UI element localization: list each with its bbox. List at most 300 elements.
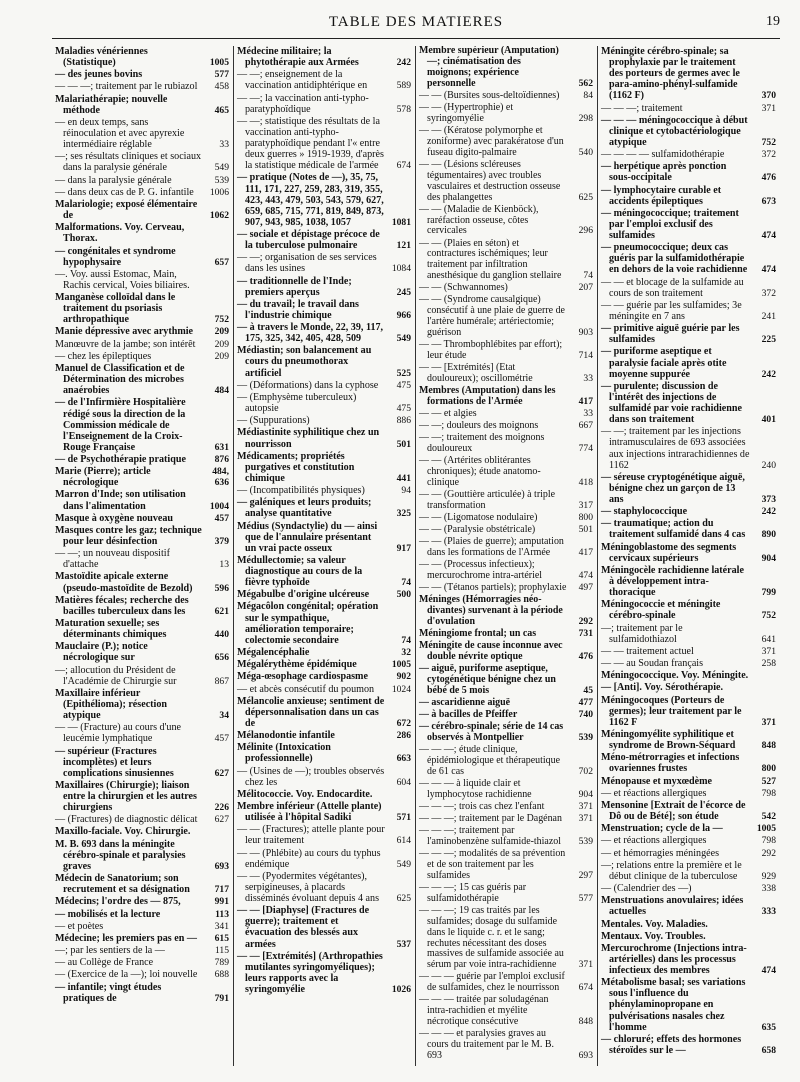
- entry-text: — au Collège de France: [55, 957, 154, 969]
- index-entry: [601, 381, 776, 425]
- index-entry: [55, 269, 229, 291]
- index-entry: [55, 69, 229, 80]
- entry-text: Mélancolie anxieuse; sentiment de dépersonnalisation dans un cas de: [237, 695, 385, 729]
- entry-page-ref: 341: [214, 920, 229, 932]
- entry-text: Membre inférieur (Attelle plante) utilisée à l'hôpital Sadiki: [237, 801, 382, 824]
- entry-page-ref: 674: [578, 982, 593, 994]
- entry-text: Médecine militaire; la phytothérapie aux Armées: [237, 46, 359, 69]
- entry-page-ref: 500: [396, 589, 411, 601]
- entry-page-ref: 657: [214, 256, 229, 268]
- index-entry: [237, 46, 411, 68]
- entry-page-ref: 549: [396, 333, 411, 345]
- entry-text: — — (Schwannomes): [419, 282, 508, 294]
- index-entry: [601, 752, 776, 774]
- entry-page-ref: 789: [214, 957, 229, 969]
- entry-page-ref: 501: [396, 438, 411, 450]
- entry-page-ref: 286: [396, 730, 411, 742]
- entry-page-ref: 372: [761, 149, 776, 161]
- entry-text: — congénitales et syndrome hypophysaire: [55, 245, 176, 268]
- entry-page-ref: 614: [396, 835, 411, 847]
- index-entry: [601, 46, 776, 101]
- index-entry: [55, 246, 229, 268]
- entry-text: Méno-métrorragies et infections ovariennes frustes: [601, 752, 740, 775]
- index-entry: [601, 323, 776, 345]
- index-entry: [601, 776, 776, 787]
- index-entry: [237, 299, 411, 321]
- entry-text: —; ses résultats cliniques et sociaux dans la paralysie générale: [55, 151, 202, 174]
- entry-text: — — (Maladie de Kienböck), raréfaction osseuse, côtes cervicales: [419, 203, 539, 237]
- entry-text: M. B. 693 dans la méningite cérébro-spinale et paralysies graves: [55, 838, 186, 872]
- entry-page-ref: 74: [401, 577, 411, 589]
- index-entry: [237, 848, 411, 870]
- entry-text: Médicaments; propriétés purgatives et constitution chimique: [237, 450, 355, 484]
- entry-page-ref: 702: [578, 765, 593, 777]
- entry-text: Médius (Syndactylie) du — ainsi que de l'annulaire présentant un vrai pacte osseux: [237, 520, 378, 554]
- entry-page-ref: 571: [396, 812, 411, 824]
- entry-page-ref: 673: [761, 195, 776, 207]
- entry-text: — — (Plaies en séton) et contractures ischémiques; leur traitement par infiltration anesthésique du ganglion stellaire: [419, 237, 562, 282]
- entry-text: — — —; modalités de sa prévention et de son traitement par les sulfamides: [419, 847, 566, 881]
- index-entry: [419, 814, 593, 825]
- entry-page-ref: 674: [396, 160, 411, 172]
- entry-page-ref: 589: [396, 80, 411, 92]
- entry-text: — — (Lésions scléreuses tégumentaires) avec troubles vasculaires et destruction osseuse des phalangettes: [419, 158, 561, 203]
- index-entry: [55, 665, 229, 687]
- entry-page-ref: 578: [396, 103, 411, 115]
- entry-page-ref: 475: [396, 379, 411, 391]
- index-entry: [419, 779, 593, 801]
- index-entry: [601, 185, 776, 207]
- entry-page-ref: 688: [214, 969, 229, 981]
- entry-text: Masques contre les gaz; technique pour leur désinfection: [55, 524, 202, 547]
- entry-page-ref: 752: [214, 314, 229, 326]
- entry-text: — (Usines de —); troubles observés chez les: [237, 765, 385, 788]
- entry-page-ref: 577: [214, 69, 229, 81]
- index-entry: [55, 175, 229, 186]
- index-entry: [237, 824, 411, 846]
- entry-page-ref: 714: [578, 350, 593, 362]
- entry-text: — — — — sulfamidothérapie: [601, 149, 725, 161]
- entry-text: — dans la paralysie générale: [55, 174, 172, 186]
- entry-page-ref: 33: [583, 408, 593, 420]
- entry-text: — — (Bursites sous-deltoïdiennes): [419, 89, 560, 101]
- index-entry: [55, 397, 229, 452]
- index-entry: [419, 421, 593, 432]
- entry-page-ref: 501: [578, 524, 593, 536]
- index-entry: [237, 116, 411, 171]
- index-entry: [237, 172, 411, 227]
- entry-text: — —; traitement des moignons douloureux: [419, 432, 545, 455]
- index-entry: [237, 671, 411, 682]
- index-entry: [419, 490, 593, 512]
- index-entry: [419, 629, 593, 640]
- index-entry: [419, 205, 593, 238]
- entry-text: — — — traitée par soludagénan intra-rachidien et myélite nécrotique consécutive: [419, 994, 549, 1028]
- entry-text: Méningococcie et méningite cérébro-spinale: [601, 599, 721, 622]
- entry-text: — — (Processus infectieux); mercurochrome intra-artériel: [419, 559, 543, 581]
- index-entry: [601, 346, 776, 379]
- entry-page-ref: 242: [761, 368, 776, 380]
- entry-text: —; traitement par le sulfamidothiazol: [601, 622, 683, 645]
- entry-text: — du travail; le travail dans l'industrie chimique: [237, 298, 359, 321]
- index-entry: [601, 506, 776, 517]
- entry-text: —; allocution du Président de l'Académie de Chirurgie sur: [55, 664, 177, 687]
- entry-page-ref: 537: [396, 938, 411, 950]
- entry-text: — ascaridienne aiguë: [419, 696, 511, 708]
- entry-page-ref: 325: [396, 508, 411, 520]
- entry-text: — — (Tétanos partiels); prophylaxie: [419, 582, 567, 594]
- index-entry: [237, 951, 411, 995]
- entry-text: — —; la vaccination anti-typho-paratyphoïdique: [237, 92, 369, 115]
- entry-page-ref: 13: [219, 559, 229, 571]
- entry-text: — supérieur (Fractures incomplètes) et leurs complications sinusiennes: [55, 745, 174, 779]
- index-columns: [52, 46, 780, 1066]
- entry-page-ref: 33: [219, 139, 229, 151]
- entry-text: Maladies vénériennes (Statistique): [55, 46, 148, 69]
- index-entry: [419, 698, 593, 709]
- index-entry: [55, 618, 229, 640]
- entry-page-ref: 525: [396, 367, 411, 379]
- entry-page-ref: 890: [761, 529, 776, 541]
- entry-page-ref: 798: [761, 835, 776, 847]
- entry-page-ref: 1081: [391, 216, 411, 228]
- entry-text: Malformations. Voy. Cerveau, Thorax.: [55, 222, 185, 245]
- entry-page-ref: 333: [761, 906, 776, 918]
- entry-page-ref: 658: [761, 1044, 776, 1056]
- index-entry: [601, 729, 776, 751]
- entry-page-ref: 1024: [391, 683, 411, 695]
- entry-text: Masque à oxygène nouveau: [55, 512, 174, 524]
- entry-text: Méga-œsophage cardiospasme: [237, 671, 368, 683]
- index-entry: [419, 363, 593, 385]
- entry-page-ref: 791: [214, 992, 229, 1004]
- index-entry: [419, 560, 593, 582]
- index-entry: [55, 957, 229, 968]
- entry-page-ref: 209: [214, 338, 229, 350]
- entry-page-ref: 379: [214, 536, 229, 547]
- index-entry: [55, 688, 229, 721]
- index-entry: [419, 239, 593, 283]
- index-entry: [419, 802, 593, 813]
- index-entry: [237, 93, 411, 115]
- entry-page-ref: 1005: [756, 823, 776, 835]
- entry-page-ref: 209: [214, 350, 229, 362]
- index-entry: [419, 641, 593, 663]
- index-entry: [419, 849, 593, 882]
- entry-page-ref: 625: [578, 191, 593, 203]
- entry-page-ref: 241: [761, 311, 776, 322]
- index-entry: [601, 149, 776, 160]
- index-entry: [55, 945, 229, 956]
- entry-text: — — (Plaies de guerre); amputation dans les formations de l'Armée: [419, 536, 564, 559]
- entry-text: Mélitococcie. Voy. Endocardite.: [237, 788, 373, 800]
- entry-text: — — guérie par les sulfamides; 3e méningite en 7 ans: [601, 299, 742, 322]
- entry-page-ref: 33: [583, 373, 593, 385]
- entry-page-ref: 539: [578, 731, 593, 743]
- entry-text: — à travers le Monde, 22, 39, 117, 175, 325, 342, 405, 428, 509: [237, 322, 384, 345]
- entry-page-ref: 115: [214, 945, 229, 957]
- entry-text: — pratique (Notes de —), 35, 75, 111, 171, 227, 259, 283, 319, 355, 423, 443, 479, 503, 543, 579, 627, 659, 685, 715, 771, 819, 849, 873, 907, 943, 985, 1038, 1057: [237, 172, 384, 228]
- index-entry: [55, 722, 229, 744]
- index-entry: [601, 1034, 776, 1056]
- entry-text: — — —; traitement: [601, 102, 683, 114]
- index-entry: [55, 839, 229, 872]
- entry-text: Mastoïdite apicale externe (pseudo-mastoïdite de Bezold): [55, 571, 193, 594]
- entry-text: — lymphocytaire curable et accidents épileptiques: [601, 184, 722, 207]
- entry-page-ref: 242: [396, 57, 411, 69]
- entry-text: — (Exercice de la —); loi nouvelle: [55, 969, 198, 981]
- entry-page-ref: 848: [578, 1016, 593, 1028]
- entry-page-ref: 240: [761, 459, 776, 471]
- index-entry: [601, 883, 776, 894]
- index-entry: [419, 525, 593, 536]
- entry-page-ref: 245: [396, 286, 411, 298]
- entry-text: — —; organisation de ses services dans les usines: [237, 252, 377, 275]
- entry-page-ref: 417: [578, 396, 593, 408]
- entry-text: — en deux temps, sans réinoculation et avec apyrexie intermédiaire réglable: [55, 116, 185, 151]
- index-entry: [419, 537, 593, 559]
- entry-text: Maxillaires (Chirurgie); liaison entre la chirurgien et les autres chirurgiens: [55, 779, 197, 814]
- entry-text: Méningite de cause inconnue avec double névrite optique: [419, 640, 563, 662]
- entry-page-ref: 417: [578, 547, 593, 559]
- index-entry: [601, 542, 776, 564]
- entry-text: — chez les épileptiques: [55, 350, 152, 362]
- entry-text: Manuel de Classification et de Détermination des microbes anaérobies: [55, 363, 185, 397]
- entry-page-ref: 577: [578, 892, 593, 904]
- entry-page-ref: 542: [761, 811, 776, 822]
- entry-text: — — —; 19 cas traités par les sulfamides; dosage du sulfamide dans le liquide c. r. et le sang; rechutes nécessitant des doses massives de sulfamide associée au sérum par voie intra-rachidienne: [419, 904, 564, 971]
- index-entry: [419, 710, 593, 721]
- index-entry: [601, 161, 776, 183]
- entry-page-ref: 527: [761, 775, 776, 787]
- entry-page-ref: 631: [214, 441, 229, 453]
- index-entry: [419, 340, 593, 362]
- entry-text: — — —; traitement par le Dagénan: [419, 812, 562, 824]
- index-entry: [601, 848, 776, 859]
- entry-page-ref: 615: [214, 932, 229, 944]
- entry-page-ref: 338: [761, 883, 776, 895]
- entry-text: Médecine; les premiers pas en —: [55, 932, 197, 944]
- entry-text: — —; enseignement de la vaccination antidiphtérique en: [237, 69, 368, 92]
- entry-text: — à bacilles de Pfeiffer: [419, 708, 518, 720]
- entry-text: — primitive aiguë guérie par les sulfamides: [601, 323, 740, 346]
- entry-text: — de Psychothérapie pratique: [55, 453, 186, 465]
- entry-text: — aiguë, puriforme aseptique, cytogénétique bénigne chez un bébé de 5 mois: [419, 662, 556, 696]
- entry-text: — mobilisés et la lecture: [55, 908, 161, 920]
- entry-text: — (Calendrier des —): [601, 883, 692, 895]
- index-entry: [237, 601, 411, 645]
- entry-text: — — au Soudan français: [601, 658, 704, 670]
- index-entry: [601, 300, 776, 322]
- entry-text: — — —; trois cas chez l'enfant: [419, 800, 545, 812]
- entry-page-ref: 539: [214, 174, 229, 186]
- entry-text: — — (Ligomatose nodulaire): [419, 512, 538, 524]
- entry-text: — — (Fractures); attelle plante pour leur traitement: [237, 824, 385, 847]
- entry-page-ref: 752: [761, 610, 776, 622]
- entry-page-ref: 474: [578, 570, 593, 581]
- entry-page-ref: 1084: [391, 263, 411, 275]
- entry-text: — traumatique; action du traitement sulfamidé dans 4 cas: [601, 518, 746, 541]
- entry-page-ref: 317: [578, 500, 593, 511]
- entry-page-ref: 94: [401, 485, 411, 497]
- entry-text: — — (Pyodermites végétantes), serpigineuses, à placards disséminés évoluant depuis 4 ans: [237, 870, 380, 905]
- entry-text: — et abcès consécutif du poumon: [237, 683, 375, 695]
- index-entry: [55, 222, 229, 244]
- index-entry: [55, 351, 229, 362]
- entry-text: — de l'Infirmière Hospitalière rédigé sous la direction de la Commission médicale de l'Enseignement de la Croix-Rouge Française: [55, 397, 186, 453]
- entry-page-ref: 663: [396, 753, 411, 765]
- index-entry: [419, 103, 593, 125]
- index-entry: [601, 208, 776, 241]
- entry-text: — (Incompatibilités physiques): [237, 485, 365, 497]
- entry-text: Méningocèle rachidienne latérale à développement intra-thoracique: [601, 564, 744, 599]
- entry-text: — séreuse cryptogénétique aiguë, bénigne chez un garçon de 13 ans: [601, 471, 745, 505]
- index-entry: [237, 730, 411, 741]
- index-entry: [237, 415, 411, 426]
- entry-page-ref: 635: [761, 1021, 776, 1033]
- index-entry: [601, 646, 776, 657]
- index-entry: [55, 187, 229, 198]
- entry-text: — dans deux cas de P. G. infantile: [55, 186, 194, 198]
- entry-text: Maxillo-faciale. Voy. Chirurgie.: [55, 826, 191, 838]
- entry-text: — galéniques et leurs produits; analyse quantitative: [237, 497, 372, 520]
- entry-page-ref: 34: [219, 710, 229, 722]
- entry-page-ref: 371: [761, 716, 776, 728]
- page-header: [52, 14, 780, 36]
- index-entry: [55, 525, 229, 547]
- entry-text: Maturation sexuelle; ses déterminants chimiques: [55, 618, 167, 641]
- entry-page-ref: 693: [578, 1050, 593, 1062]
- index-entry: [55, 814, 229, 825]
- entry-page-ref: 371: [578, 800, 593, 812]
- index-entry: [601, 695, 776, 728]
- entry-text: Mentales. Voy. Maladies.: [601, 918, 708, 930]
- entry-page-ref: 1005: [391, 659, 411, 671]
- entry-text: Mégalérythème épidémique: [237, 659, 357, 671]
- entry-page-ref: 242: [761, 506, 776, 518]
- entry-text: Mentaux. Voy. Troubles.: [601, 930, 706, 942]
- entry-text: — puriforme aseptique et paralysie faciale après otite moyenne suppurée: [601, 346, 727, 380]
- entry-text: Médiastinite syphilitique chez un nourrisson: [237, 427, 380, 450]
- index-entry: [55, 969, 229, 980]
- entry-text: — — (Paralysie obstétricale): [419, 524, 536, 536]
- entry-text: — et réactions allergiques: [601, 835, 707, 847]
- entry-page-ref: 74: [583, 270, 593, 282]
- entry-text: — (Fractures) de diagnostic délicat: [55, 814, 198, 826]
- index-entry: [601, 860, 776, 882]
- entry-text: Médiastin; son balancement au cours du pneumothorax artificiel: [237, 345, 372, 379]
- entry-page-ref: 798: [761, 787, 776, 799]
- entry-page-ref: 621: [214, 605, 229, 617]
- entry-text: — — — et paralysies graves au cours du traitement par le M. B. 693: [419, 1028, 554, 1062]
- entry-page-ref: 774: [578, 443, 593, 455]
- index-entry: [55, 571, 229, 593]
- index-entry: [601, 623, 776, 645]
- entry-text: — pneumococcique; deux cas guéris par la sulfamidothérapie en dehors de la voie rachidienne: [601, 242, 748, 276]
- entry-text: — — —; étude clinique, épidémiologique et thérapeutique de 61 cas: [419, 743, 561, 777]
- entry-text: Ménopause et myxœdème: [601, 775, 713, 787]
- entry-text: — des jeunes bovins: [55, 69, 143, 81]
- entry-page-ref: 474: [761, 264, 776, 276]
- entry-text: Méningoblastome des segments cervicaux supérieurs: [601, 541, 737, 564]
- index-entry: [601, 895, 776, 917]
- entry-text: —; par les sentiers de la —: [55, 945, 165, 957]
- entry-page-ref: 903: [578, 327, 593, 339]
- entry-page-ref: 867: [214, 675, 229, 687]
- page-number: 19: [766, 14, 780, 29]
- index-entry: [55, 896, 229, 907]
- index-entry: [601, 658, 776, 669]
- index-entry: [419, 46, 593, 90]
- index-entry: [237, 647, 411, 658]
- index-entry: [55, 746, 229, 779]
- index-entry: [419, 433, 593, 455]
- index-entry: [419, 826, 593, 848]
- entry-text: — [Anti]. Voy. Sérothérapie.: [601, 682, 724, 694]
- entry-text: — — traitement actuel: [601, 645, 694, 657]
- index-entry: [419, 126, 593, 159]
- entry-page-ref: 966: [396, 309, 411, 321]
- index-entry: [55, 826, 229, 837]
- index-entry: [55, 292, 229, 325]
- index-entry: [55, 81, 229, 92]
- index-entry: [237, 742, 411, 764]
- entry-text: — et poètes: [55, 920, 104, 932]
- index-entry: [237, 684, 411, 695]
- entry-page-ref: 848: [761, 740, 776, 752]
- entry-text: Maxillaire inférieur (Epithélioma); résection atypique: [55, 687, 167, 722]
- entry-text: — cérébro-spinale; série de 14 cas observés à Montpellier: [419, 720, 564, 743]
- entry-text: —. Voy. aussi Estomac, Main, Rachis cervical, Voies biliaires.: [55, 268, 190, 291]
- index-entry: [55, 489, 229, 511]
- entry-page-ref: 1004: [209, 500, 229, 512]
- index-entry: [237, 497, 411, 519]
- index-entry: [601, 943, 776, 976]
- index-entry: [419, 972, 593, 994]
- index-entry: [237, 252, 411, 274]
- index-entry: [55, 921, 229, 932]
- index-entry: [419, 1029, 593, 1062]
- index-entry: [55, 513, 229, 524]
- entry-text: — — (Gouttière articulée) à triple transformation: [419, 489, 556, 511]
- entry-page-ref: 474: [761, 230, 776, 242]
- entry-page-ref: 902: [396, 671, 411, 683]
- index-entry: [419, 456, 593, 489]
- entry-page-ref: 562: [578, 77, 593, 89]
- index-entry: [419, 883, 593, 905]
- entry-text: Méningococcique. Voy. Méningite.: [601, 670, 749, 682]
- entry-page-ref: 549: [214, 162, 229, 174]
- index-entry: [55, 641, 229, 663]
- index-entry: [55, 339, 229, 350]
- entry-page-ref: 226: [214, 802, 229, 814]
- entry-text: — — — à liquide clair et lymphocytose rachidienne: [419, 777, 532, 800]
- entry-page-ref: 209: [214, 326, 229, 338]
- entry-page-ref: 731: [578, 627, 593, 639]
- entry-text: Malariathérapie; nouvelle méthode: [55, 93, 168, 116]
- index-entry: [419, 295, 593, 339]
- entry-text: Matières fécales; recherche des bacilles tuberculeux dans les: [55, 594, 189, 617]
- entry-page-ref: 800: [578, 512, 593, 524]
- index-entry: [601, 103, 776, 114]
- entry-text: Médecin de Sanatorium; son recrutement et sa désignation: [55, 873, 190, 896]
- entry-page-ref: 1062: [209, 210, 229, 222]
- index-entry: [55, 151, 229, 173]
- entry-text: — — Thrombophlébites par effort); leur étude: [419, 339, 563, 362]
- index-column-3: [416, 46, 598, 1066]
- index-entry: [419, 745, 593, 778]
- entry-page-ref: 641: [761, 633, 776, 645]
